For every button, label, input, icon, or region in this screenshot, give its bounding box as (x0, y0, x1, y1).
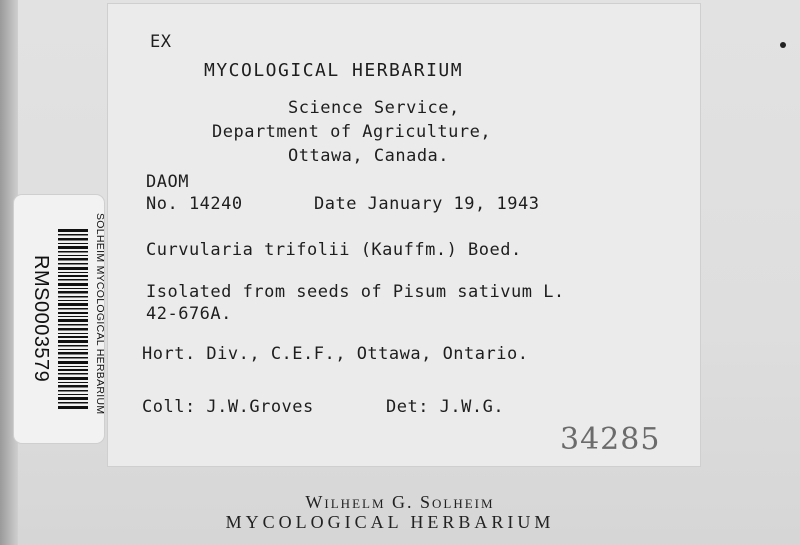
species-name: Curvularia trifolii (Kauffm.) Boed. (146, 240, 522, 260)
herbarium-title: MYCOLOGICAL HERBARIUM (204, 60, 464, 81)
footer-herbarium-name: MYCOLOGICAL HERBARIUM (225, 512, 555, 532)
locality: Hort. Div., C.E.F., Ottawa, Ontario. (142, 344, 529, 364)
institution-line-3: Ottawa, Canada. (288, 146, 450, 166)
specimen-label (108, 4, 700, 466)
stamp-number: 34285 (560, 422, 661, 457)
ink-dot (780, 42, 786, 48)
institution-line-1: Science Service, (288, 98, 460, 118)
sticker-herbarium-name: SOLHEIM MYCOLOGICAL HERBARIUM (94, 213, 106, 415)
daom-text: DAOM (146, 172, 189, 192)
barcode-sticker (14, 195, 104, 443)
institution-line-2: Department of Agriculture, (212, 122, 492, 142)
substrate-line-1: Isolated from seeds of Pisum sativum L. (146, 282, 565, 302)
catalog-number: RMS0003579 (30, 255, 52, 383)
sheet-footer (0, 476, 800, 545)
barcode-graphic (58, 229, 88, 409)
determiner: Det: J.W.G. (386, 397, 505, 417)
collection-date: Date January 19, 1943 (314, 194, 540, 214)
accession-number: No. 14240 (146, 194, 243, 214)
collector: Coll: J.W.Groves (142, 397, 314, 417)
substrate-line-2: 42-676A. (146, 304, 232, 324)
footer-owner-name: Wilhelm G. Solheim (305, 492, 495, 512)
ex-text: EX (150, 32, 172, 52)
